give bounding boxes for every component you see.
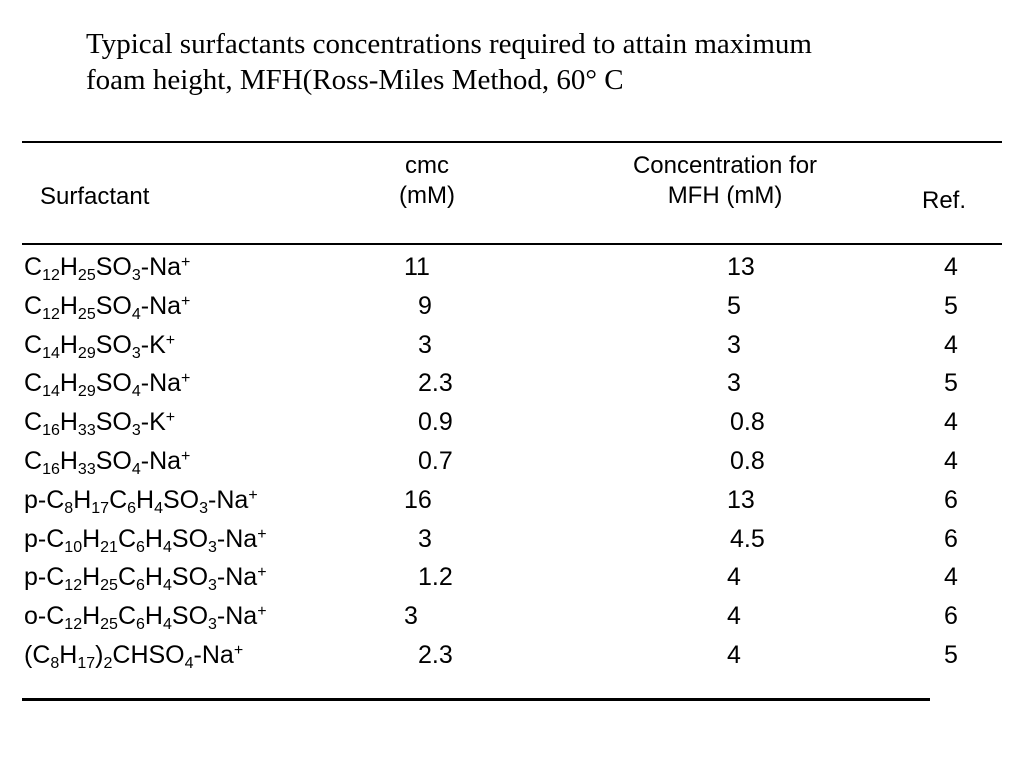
- formula-part: C: [24, 253, 43, 281]
- formula-subscript: 4: [184, 654, 194, 672]
- formula-charge: +: [257, 603, 267, 621]
- formula-part: H: [82, 602, 101, 631]
- formula-subscript: 16: [42, 460, 60, 478]
- formula-subscript: 10: [64, 538, 83, 556]
- formula-part: -Na: [216, 602, 258, 631]
- formula-part: H: [144, 602, 163, 631]
- formula-part: SO: [95, 253, 132, 281]
- cell-mfh-concentration: 0.8: [730, 408, 765, 437]
- formula-part: H: [82, 563, 101, 592]
- column-header-mfh-line-2: MFH (mM): [667, 182, 783, 209]
- cell-cmc: 1.2: [418, 563, 453, 592]
- formula-subscript: 6: [136, 577, 145, 595]
- formula-subscript: 4: [131, 305, 141, 323]
- formula-subscript: 8: [50, 654, 60, 672]
- cell-surfactant: [24, 638, 243, 672]
- formula-part: -Na: [140, 369, 182, 398]
- formula-part: -Na: [140, 291, 182, 320]
- formula-charge: +: [257, 564, 267, 582]
- formula-charge: +: [181, 447, 191, 465]
- formula-subscript: 14: [42, 383, 60, 401]
- formula-subscript: 3: [208, 538, 217, 556]
- formula-subscript: 8: [64, 499, 74, 517]
- formula-part: C: [24, 408, 43, 437]
- formula-charge: +: [181, 370, 191, 388]
- cell-surfactant: [24, 366, 190, 400]
- cell-cmc: 2.3: [418, 640, 453, 669]
- formula-part: SO: [171, 524, 209, 553]
- formula-charge: +: [257, 525, 267, 543]
- formula-part: H: [59, 446, 78, 475]
- cell-surfactant: [24, 289, 190, 323]
- cell-mfh-concentration: 4: [727, 563, 741, 592]
- cell-mfh-concentration: 13: [727, 485, 755, 514]
- formula-subscript: 3: [208, 616, 217, 634]
- formula-charge: +: [165, 331, 176, 349]
- formula-subscript: 4: [131, 383, 141, 401]
- formula-part: SO: [95, 291, 132, 320]
- cell-cmc: 9: [418, 291, 432, 320]
- slide-title-line-2: foam height, MFH(Ross-Miles Method, 60° C: [86, 64, 624, 96]
- formula-part: p-C: [24, 485, 65, 514]
- formula-subscript: 3: [131, 344, 141, 362]
- formula-part: SO: [163, 485, 200, 514]
- formula-subscript: 29: [77, 344, 96, 362]
- formula-subscript: 25: [77, 305, 96, 323]
- formula-part: -Na: [208, 485, 249, 514]
- formula-part: ): [95, 640, 104, 669]
- column-header-surfactant-label: Surfactant: [40, 183, 150, 210]
- formula-part: -Na: [216, 563, 258, 592]
- formula-part: H: [82, 524, 101, 553]
- table-row: [0, 599, 1024, 638]
- formula-part: p-C: [24, 563, 65, 592]
- formula-part: H: [144, 524, 163, 553]
- formula-part: C: [24, 446, 43, 475]
- cell-cmc: 3: [404, 602, 418, 631]
- formula-subscript: 21: [100, 538, 118, 556]
- formula-part: SO: [95, 446, 132, 475]
- cell-cmc: 16: [404, 485, 432, 514]
- formula-subscript: 4: [131, 460, 141, 478]
- formula-part: H: [59, 291, 78, 320]
- cell-surfactant: [24, 405, 175, 439]
- cell-surfactant: [24, 483, 258, 517]
- formula-subscript: 16: [42, 422, 60, 440]
- table-header-rule: [22, 243, 1002, 245]
- formula-part: -K: [140, 408, 166, 437]
- cell-cmc: 2.3: [418, 369, 453, 398]
- formula-charge: +: [165, 409, 176, 427]
- formula-part: C: [24, 330, 43, 359]
- formula-part: SO: [95, 408, 132, 437]
- formula-subscript: 6: [127, 499, 137, 517]
- formula-subscript: 4: [154, 499, 163, 517]
- formula-part: H: [144, 563, 163, 592]
- formula-part: SO: [95, 369, 132, 398]
- formula-subscript: 29: [77, 383, 96, 401]
- cell-ref: 4: [944, 253, 958, 281]
- formula-charge: +: [181, 292, 191, 310]
- column-header-cmc-line-1: cmc: [405, 152, 449, 179]
- formula-part: C: [117, 563, 137, 592]
- cell-cmc: 11: [404, 253, 430, 281]
- formula-subscript: 4: [162, 538, 172, 556]
- cell-ref: 5: [944, 640, 958, 669]
- formula-charge: +: [181, 254, 191, 271]
- slide-title: [86, 26, 986, 98]
- cell-mfh-concentration: 5: [727, 291, 741, 320]
- formula-part: CHSO: [112, 640, 185, 669]
- table-row: [0, 638, 1024, 677]
- table-top-rule: [22, 141, 1002, 143]
- formula-subscript: 12: [42, 267, 60, 284]
- formula-part: -K: [140, 330, 166, 359]
- cell-mfh-concentration: 4: [727, 602, 741, 631]
- cell-mfh-concentration: 4.5: [730, 524, 765, 553]
- formula-subscript: 17: [77, 654, 96, 672]
- table-row: [0, 522, 1024, 561]
- formula-part: H: [59, 253, 78, 281]
- table-row: [0, 250, 1024, 289]
- formula-subscript: 3: [199, 499, 209, 517]
- formula-subscript: 25: [100, 577, 118, 595]
- column-header-mfh-concentration: [600, 151, 850, 211]
- cell-surfactant: [24, 444, 190, 478]
- formula-part: H: [59, 330, 78, 359]
- table-row: [0, 405, 1024, 444]
- slide-title-line-1: Typical surfactants concentrations required to attain maximum: [86, 28, 812, 60]
- cell-ref: 6: [944, 485, 958, 514]
- table-body: [0, 250, 1024, 677]
- formula-part: H: [59, 408, 78, 437]
- formula-part: C: [109, 485, 128, 514]
- cell-surfactant: [24, 599, 267, 633]
- formula-part: SO: [171, 563, 209, 592]
- formula-subscript: 3: [131, 267, 141, 284]
- column-header-surfactant: [40, 182, 149, 212]
- formula-part: SO: [171, 602, 209, 631]
- column-header-cmc-line-2: (mM): [399, 182, 455, 209]
- cell-cmc: 0.9: [418, 408, 453, 437]
- cell-ref: 4: [944, 446, 958, 475]
- formula-subscript: 25: [100, 616, 118, 634]
- formula-part: H: [73, 485, 92, 514]
- cell-ref: 6: [944, 524, 958, 553]
- column-header-ref: [922, 186, 966, 216]
- formula-subscript: 33: [77, 422, 96, 440]
- table-row: [0, 560, 1024, 599]
- column-header-mfh-line-1: Concentration for: [632, 152, 818, 179]
- table-row: [0, 328, 1024, 367]
- cell-ref: 4: [944, 330, 958, 359]
- formula-subscript: 3: [131, 422, 141, 440]
- cell-ref: 5: [944, 369, 958, 398]
- formula-subscript: 4: [162, 616, 172, 634]
- cell-cmc: 0.7: [418, 446, 453, 475]
- formula-part: C: [24, 291, 43, 320]
- formula-part: -Na: [140, 446, 182, 475]
- formula-subscript: 6: [136, 538, 145, 556]
- column-header-cmc: [380, 151, 474, 211]
- formula-subscript: 25: [77, 267, 96, 284]
- formula-subscript: 12: [64, 616, 83, 634]
- formula-subscript: 3: [208, 577, 217, 595]
- formula-part: C: [117, 602, 137, 631]
- cell-ref: 4: [944, 408, 958, 437]
- formula-part: o-C: [24, 602, 65, 631]
- cell-cmc: 3: [418, 330, 432, 359]
- formula-subscript: 12: [42, 305, 60, 323]
- table-row: [0, 444, 1024, 483]
- formula-part: H: [136, 485, 155, 514]
- table-bottom-rule: [22, 698, 930, 701]
- formula-part: C: [117, 524, 137, 553]
- cell-surfactant: [24, 328, 175, 362]
- formula-part: p-C: [24, 524, 65, 553]
- cell-mfh-concentration: 13: [727, 253, 755, 281]
- formula-subscript: 2: [103, 654, 113, 672]
- table-row: [0, 289, 1024, 328]
- formula-charge: +: [233, 641, 244, 659]
- cell-ref: 4: [944, 563, 958, 592]
- formula-subscript: 14: [42, 344, 60, 362]
- cell-surfactant: [24, 250, 190, 284]
- formula-part: C: [24, 369, 43, 398]
- formula-subscript: 17: [91, 499, 110, 517]
- cell-ref: 6: [944, 602, 958, 631]
- formula-charge: +: [248, 486, 258, 504]
- cell-ref: 5: [944, 291, 958, 320]
- column-header-ref-label: Ref.: [922, 187, 967, 214]
- formula-part: SO: [95, 330, 132, 359]
- cell-mfh-concentration: 4: [727, 640, 741, 669]
- formula-subscript: 12: [64, 577, 83, 595]
- formula-part: -Na: [140, 253, 182, 281]
- cell-cmc: 3: [418, 524, 432, 553]
- formula-subscript: 4: [162, 577, 172, 595]
- formula-subscript: 6: [136, 616, 145, 634]
- formula-part: H: [59, 369, 78, 398]
- cell-surfactant: [24, 522, 267, 556]
- cell-mfh-concentration: 3: [727, 330, 741, 359]
- cell-mfh-concentration: 0.8: [730, 446, 765, 475]
- table-row: [0, 483, 1024, 522]
- formula-subscript: 33: [77, 460, 96, 478]
- formula-part: (C: [24, 640, 51, 669]
- formula-part: -Na: [216, 524, 258, 553]
- formula-part: H: [59, 640, 78, 669]
- cell-surfactant: [24, 560, 267, 594]
- table-row: [0, 366, 1024, 405]
- cell-mfh-concentration: 3: [727, 369, 741, 398]
- formula-part: -Na: [193, 640, 234, 669]
